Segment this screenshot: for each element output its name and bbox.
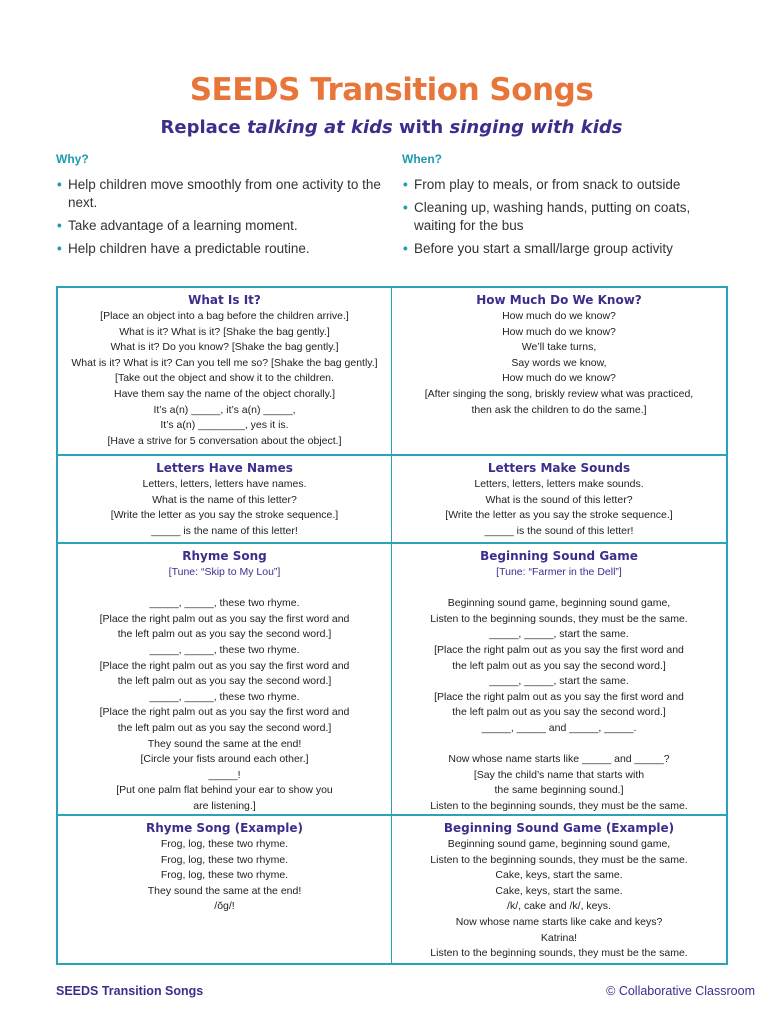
page-subtitle — [0, 117, 783, 138]
song-line: They sound the same at the end! — [147, 737, 302, 750]
song-title: Rhyme Song (Example) — [146, 821, 303, 835]
song-line: _____, _____, these two rhyme. — [149, 597, 300, 610]
song-lines — [392, 477, 726, 539]
songs-grid — [56, 286, 728, 965]
song-line: Listen to the beginning sounds, they must be the same. — [430, 947, 688, 960]
when-item: • From play to meals, or from snack to outside — [402, 176, 732, 194]
song-line: the left palm out as you say the second word.] — [117, 675, 332, 688]
song-line: _____, _____, these two rhyme. — [149, 690, 300, 703]
song-how-much — [392, 288, 726, 454]
song-title: How Much Do We Know? — [476, 293, 642, 307]
song-line: the left palm out as you say the second word.] — [452, 659, 666, 672]
song-line: /k/, cake and /k/, keys. — [507, 900, 611, 913]
song-beginning-sound-game — [392, 542, 726, 814]
song-line: It’s a(n) _____, it’s a(n) _____, — [153, 403, 296, 416]
song-line: [Take out the object and show it to the children. — [115, 372, 334, 385]
why-item: • Help children move smoothly from one activity to the next. — [56, 176, 386, 212]
song-line: Frog, log, these two rhyme. — [160, 853, 289, 866]
song-line: [Place the right palm out as you say the first word and — [434, 690, 684, 703]
song-line: Cake, keys, start the same. — [495, 884, 623, 897]
why-heading: Why? — [56, 152, 89, 166]
song-line: Listen to the beginning sounds, they must be the same. — [430, 612, 688, 625]
song-title: Letters Make Sounds — [487, 461, 631, 475]
song-tune: [Tune: “Skip to My Lou”] — [168, 566, 281, 578]
song-line: Now whose name starts like _____ and _____? — [448, 753, 670, 766]
song-lines — [58, 309, 391, 449]
song-line: [After singing the song, briskly review what was practiced, — [424, 387, 694, 400]
song-line — [392, 737, 726, 753]
song-line: /ŏg/! — [214, 900, 235, 913]
song-lines — [58, 837, 391, 915]
song-line: [Place the right palm out as you say the first word and — [99, 612, 350, 625]
song-line: Katrina! — [540, 931, 578, 944]
song-line: [Write the letter as you say the stroke sequence.] — [110, 509, 339, 522]
song-line: Beginning sound game, beginning sound game, — [447, 838, 671, 850]
song-line: They sound the same at the end! — [147, 884, 302, 897]
when-heading: When? — [402, 152, 442, 166]
footer-copyright: © Collaborative Classroom — [606, 984, 755, 998]
song-title: Beginning Sound Game (Example) — [443, 821, 675, 835]
why-item: • Take advantage of a learning moment. — [56, 217, 386, 235]
song-line: How much do we know? — [502, 310, 616, 322]
song-line: It’s a(n) ________, yes it is. — [160, 419, 289, 432]
song-line: Now whose name starts like cake and keys? — [455, 915, 663, 928]
song-line: [Place the right palm out as you say the first word and — [99, 706, 350, 719]
song-line: What is the name of this letter? — [152, 493, 297, 506]
song-line: then ask the children to do the same.] — [471, 403, 647, 416]
song-line: Letters, letters, letters make sounds. — [474, 478, 644, 490]
song-line — [392, 581, 726, 597]
subtitle-part: with — [392, 117, 450, 138]
song-line: _____, _____ and _____, _____. — [481, 721, 637, 734]
song-lines — [392, 837, 726, 962]
song-line: Beginning sound game, beginning sound game, — [447, 597, 671, 610]
why-list — [56, 176, 386, 258]
song-letters-have-names — [58, 454, 392, 542]
subtitle-emphasis: talking at kids — [246, 117, 393, 138]
when-item: • Before you start a small/large group activity — [402, 240, 732, 258]
why-section — [56, 152, 386, 263]
song-line: Cake, keys, start the same. — [495, 869, 623, 882]
song-line: the left palm out as you say the second word.] — [117, 721, 332, 734]
footer-title: SEEDS Transition Songs — [56, 984, 204, 998]
subtitle-part: Replace — [160, 117, 247, 138]
song-tune: [Tune: “Farmer in the Dell”] — [496, 566, 622, 578]
song-title: Letters Have Names — [156, 461, 293, 475]
song-line: _____, _____, these two rhyme. — [149, 643, 300, 656]
song-line: Frog, log, these two rhyme. — [160, 869, 289, 882]
song-title: What Is It? — [188, 293, 261, 307]
song-line: [Circle your fists around each other.] — [140, 753, 309, 766]
song-line: are listening.] — [193, 799, 256, 812]
song-lines — [392, 581, 726, 815]
song-line: What is it? Do you know? [Shake the bag gently.] — [110, 341, 339, 354]
song-lines — [58, 581, 391, 815]
song-rhyme-example — [58, 814, 392, 963]
song-line: We’ll take turns, — [521, 341, 597, 354]
song-line: the same beginning sound.] — [494, 784, 624, 797]
song-line: the left palm out as you say the second word.] — [452, 706, 666, 719]
song-what-is-it — [58, 288, 392, 454]
song-line: What is it? What is it? Can you tell me so? [Shake the bag gently.] — [71, 356, 378, 369]
song-line: _____, _____, start the same. — [489, 675, 629, 688]
when-list — [402, 176, 732, 258]
song-line: What is the sound of this letter? — [485, 493, 633, 506]
song-beginning-example — [392, 814, 726, 963]
when-item: • Cleaning up, washing hands, putting on coats, waiting for the bus — [402, 199, 732, 235]
song-rhyme-song — [58, 542, 392, 814]
song-line: Say words we know, — [511, 356, 607, 369]
song-line: _____ is the name of this letter! — [151, 524, 298, 537]
subtitle-emphasis: singing with kids — [449, 117, 623, 138]
song-line: How much do we know? — [502, 372, 616, 385]
song-line: [Have a strive for 5 conversation about the object.] — [107, 434, 342, 447]
song-line: [Place the right palm out as you say the first word and — [434, 643, 684, 656]
song-line: Frog, log, these two rhyme. — [160, 838, 289, 850]
why-item: • Help children have a predictable routine. — [56, 240, 386, 258]
song-line — [58, 581, 391, 597]
song-line: Listen to the beginning sounds, they must be the same. — [430, 853, 688, 866]
song-lines — [58, 477, 391, 539]
song-line: Have them say the name of the object chorally.] — [113, 387, 335, 400]
song-line: [Write the letter as you say the stroke sequence.] — [445, 509, 673, 522]
song-line: _____! — [208, 768, 241, 781]
song-line: Letters, letters, letters have names. — [142, 478, 307, 490]
song-letters-make-sounds — [392, 454, 726, 542]
when-section — [402, 152, 732, 263]
song-line: [Place the right palm out as you say the first word and — [99, 659, 350, 672]
page-title: SEEDS Transition Songs — [189, 72, 594, 108]
song-line: [Say the child’s name that starts with — [473, 768, 645, 781]
song-line: How much do we know? — [502, 325, 616, 338]
song-line: _____ is the sound of this letter! — [484, 524, 634, 537]
song-title: Beginning Sound Game — [480, 549, 638, 563]
song-line: What is it? What is it? [Shake the bag gently.] — [119, 325, 330, 338]
song-line: Listen to the beginning sounds, they must be the same. — [430, 799, 688, 812]
song-line: [Place an object into a bag before the children arrive.] — [100, 310, 349, 322]
song-line: [Put one palm flat behind your ear to show you — [116, 784, 333, 797]
song-line: the left palm out as you say the second word.] — [117, 628, 332, 641]
song-title: Rhyme Song — [182, 549, 267, 563]
song-lines — [392, 309, 726, 418]
song-line: _____, _____, start the same. — [489, 628, 629, 641]
